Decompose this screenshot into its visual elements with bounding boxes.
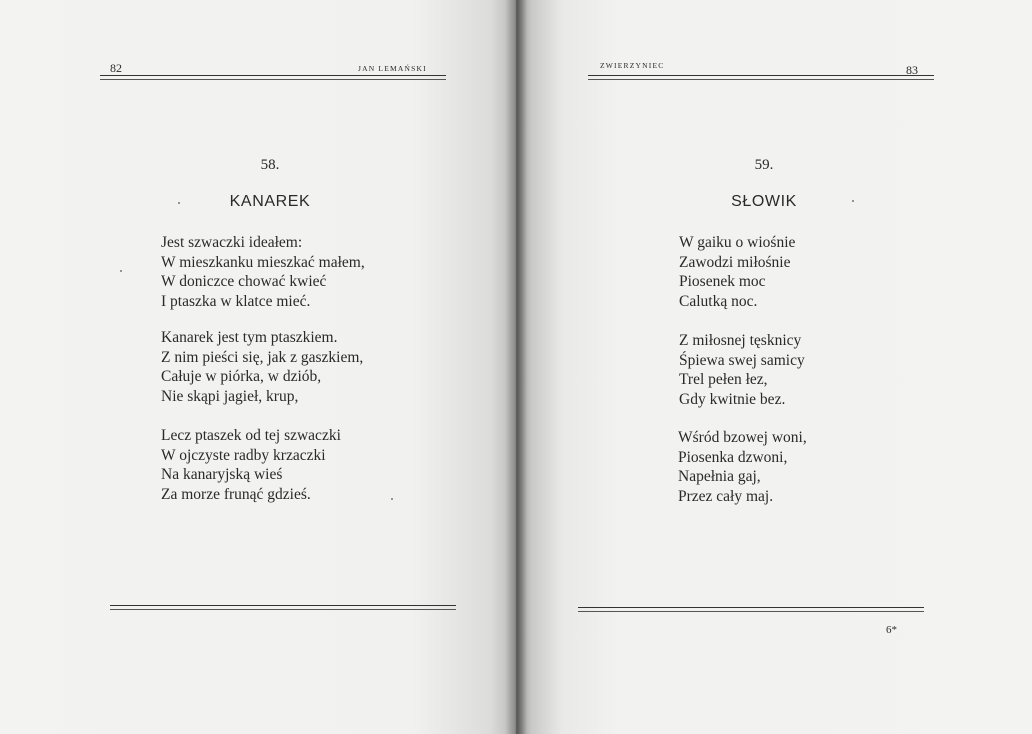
book-gutter-shadow xyxy=(505,0,527,734)
verse-line: Całuje w piórka, w dziób, xyxy=(161,368,322,385)
verse-line: Zawodzi miłośnie xyxy=(679,253,791,271)
left-stanza-2 xyxy=(161,328,363,406)
right-stanza-3 xyxy=(678,428,807,506)
verse-line: Piosenek moc xyxy=(679,273,766,290)
left-stanza-3 xyxy=(161,426,341,504)
verse-line: Trel pełen łez, xyxy=(679,371,768,388)
left-header-rule-thin xyxy=(100,79,446,80)
verse-line: Na kanaryjską wieś xyxy=(161,466,283,483)
verse-line: W gaiku o wiośnie xyxy=(679,234,796,251)
verse-line: Z miłosnej tęsknicy xyxy=(679,332,802,349)
right-poem-number: 59. xyxy=(754,157,774,173)
left-poem-number: 58. xyxy=(260,157,280,173)
left-poem-title: KANAREK xyxy=(229,193,311,210)
verse-line: Jest szwaczki ideałem: xyxy=(161,234,303,251)
right-stanza-2 xyxy=(679,331,805,409)
verse-line: W doniczce chować kwieć xyxy=(161,273,327,290)
ink-speck xyxy=(852,200,854,202)
right-poem-title: SŁOWIK xyxy=(731,193,797,210)
left-stanza-1 xyxy=(161,233,365,311)
left-footer-rule xyxy=(110,605,456,606)
verse-line: Nie skąpi jagieł, krup, xyxy=(161,387,299,405)
right-footer-rule xyxy=(578,607,924,608)
right-footer-rule-thin xyxy=(578,611,924,612)
left-running-head: JAN LEMAŃSKI xyxy=(358,64,427,73)
right-header-rule-thin xyxy=(588,79,934,80)
right-page-number: 83 xyxy=(906,63,918,77)
ink-speck xyxy=(178,202,180,204)
verse-line: I ptaszka w klatce mieć. xyxy=(161,292,311,310)
verse-line: Calutką noc. xyxy=(679,292,758,310)
right-page xyxy=(516,0,1032,734)
verse-line: Z nim pieści się, jak z gaszkiem, xyxy=(161,348,364,366)
left-footer-rule-thin xyxy=(110,609,456,610)
verse-line: Śpiewa swej samicy xyxy=(679,351,805,369)
verse-line: Kanarek jest tym ptaszkiem. xyxy=(161,329,338,346)
verse-line: W ojczyste radby krzaczki xyxy=(161,446,326,464)
signature-mark: 6* xyxy=(886,624,897,636)
right-header-rule xyxy=(588,75,934,76)
verse-line: Wśród bzowej woni, xyxy=(678,429,807,446)
verse-line: Gdy kwitnie bez. xyxy=(679,390,786,408)
ink-speck xyxy=(391,498,393,500)
verse-line: Piosenka dzwoni, xyxy=(678,448,788,466)
verse-line: Przez cały maj. xyxy=(678,487,774,505)
ink-speck xyxy=(120,270,122,272)
verse-line: Lecz ptaszek od tej szwaczki xyxy=(161,427,341,444)
verse-line: W mieszkanku mieszkać małem, xyxy=(161,253,365,271)
verse-line: Za morze frunąć gdzieś. xyxy=(161,485,311,503)
verse-line: Napełnia gaj, xyxy=(678,468,761,485)
left-header-rule xyxy=(100,75,446,76)
left-page-number: 82 xyxy=(110,61,122,75)
right-running-head: ZWIERZYNIEC xyxy=(600,61,665,70)
right-stanza-1 xyxy=(679,233,795,311)
